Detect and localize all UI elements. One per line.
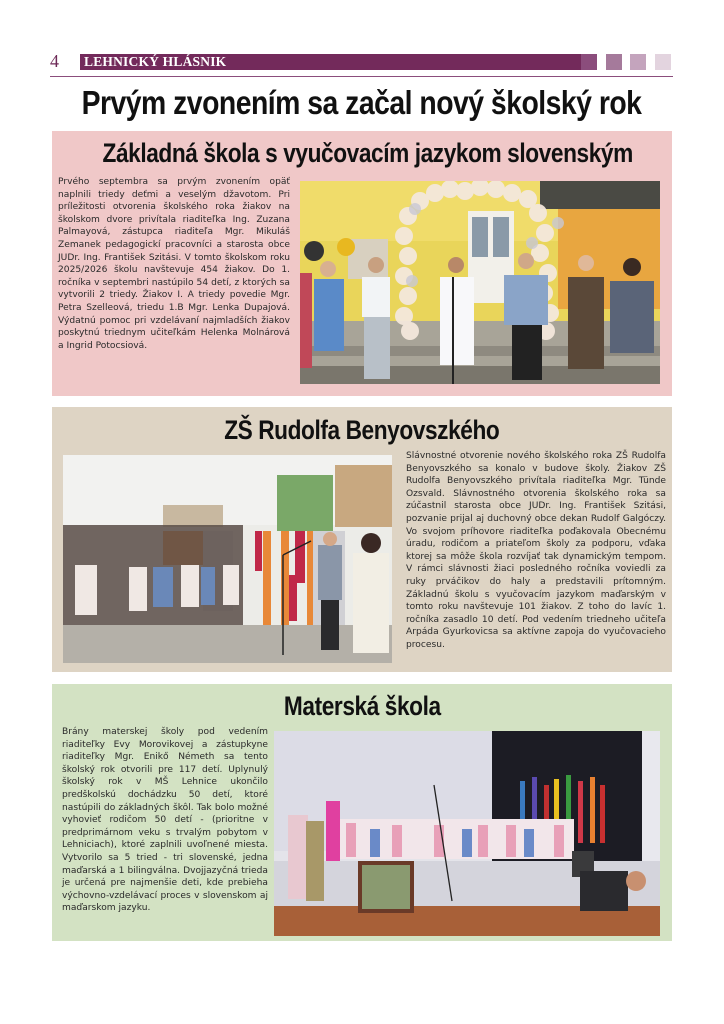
- decor-square-1: [581, 54, 597, 70]
- decor-square-2: [606, 54, 622, 70]
- section-benyovszky-school: [52, 407, 672, 672]
- page-title-row: [0, 80, 724, 126]
- decor-square-3: [630, 54, 646, 70]
- section-slovak-school: [52, 131, 672, 396]
- section-title-row: [52, 411, 672, 449]
- photo-kindergarten-stage: [274, 731, 660, 936]
- section-kindergarten: [52, 684, 672, 941]
- photo-kindergarten-image: [274, 731, 660, 936]
- section-title-row: [52, 687, 672, 725]
- section-body: Slávnostné otvorenie nového školského roka ZŠ Rudolfa Benyovszkého sa konalo v budove školy. Žiakov ZŠ Rudolfa Benyovszkého privítala riaditeľka Mgr. Tünde Ozsvald. Slávnostného otvorenia školského roka sa zúčastnil starosta obce JUDr. Ing. František Szitási, pozvanie prijal aj duchovný obce dekan Rudolf Galgóczy. Vo svojom príhovore riaditeľka poďakovala Obecnému úradu, rodičom a priateľom školy za podporu, vďaka ktorej sa môže škola rozvíjať tak dynamickým tempom. V rámci slávnosti žiaci posledného ročníka voviedli za ruky prváčikov do haly a predstavili prítomným. Základnú školu s vyučovacím jazykom maďarským v tomto roku navštevuje 101 žiakov. Z toho do lavíc 1. ročníka zasadlo 10 detí. Pod vedením triedneho učiteľa Arpáda Gyurkovicsa sa aktívne zapoja do vyučovacieho procesu.: [406, 451, 666, 650]
- photo-school-hall-assembly: [63, 455, 392, 663]
- masthead-bar: [80, 54, 590, 70]
- page-header: [50, 52, 675, 72]
- photo-school-hall-image: [63, 455, 392, 663]
- section-title-row: [52, 134, 672, 172]
- photo-school-yard-image: [300, 181, 660, 384]
- photo-school-yard-ceremony: [300, 181, 660, 384]
- section-title: Základná škola s vyučovacím jazykom slovenským: [102, 138, 633, 168]
- page-title: Prvým zvonením sa začal nový školský rok: [82, 84, 642, 121]
- section-title: Materská škola: [283, 691, 441, 721]
- section-body: Prvého septembra sa prvým zvonením opäť naplnili triedy deťmi a veselým džavotom. Pri príležitosti otvorenia školského roka žiakov na školskom dvore privítala riaditeľka Ing. Zuzana Palmayová, zástupca riaditeľa Mgr. Mikuláš Zemanek pedagogickí pracovníci a starosta obce JUDr. Ing. František Szitási. V tomto školskom roku 2025/2026 školu navštevuje 454 žiakov. Do 1. ročníka v septembri nastúpilo 54 detí, z ktorých sa vytvorili 2 triedy. Žiakov I. A triedy povedie Mgr. Petra Szelleová, triedu 1.B Mgr. Lenka Dupajová. Výdatnú pomoc pri vzdelávaní najmladších žiakov poskytnú triednym učiteľkám Helenka Molnárová a Ingrid Potocsiová.: [58, 177, 290, 351]
- header-divider: [50, 76, 673, 77]
- decor-square-4: [655, 54, 671, 70]
- section-title: ZŠ Rudolfa Benyovszkého: [224, 415, 500, 445]
- page-number: 4: [50, 51, 59, 71]
- publication-name: LEHNICKÝ HLÁSNIK: [84, 54, 227, 69]
- section-body: Brány materskej školy pod vedením riaditeľky Evy Morovikovej a zástupkyne riaditeľky Mgr. Enikő Németh sa tento školský rok otvorili pre 117 detí. Uplynulý školský rok v MŠ Lehnice ukončilo predškolskú dochádzku 50 detí, ktoré nastúpili do základných škôl. Tak bolo možné vyhovieť rodičom 50 detí - (prioritne v predprimárnom veku s trvalým pobytom v Lehniciach), ktoré zaplnili uvoľnené miesta. Vytvorilo sa 5 tried - tri slovenské, jedna maďarská a 1 bilingválna. Dvojjazyčná trieda je určená pre najmenšie deti, kde prebieha výchovno-vzdelávací proces v slovenskom aj maďarskom jazyku.: [62, 727, 268, 914]
